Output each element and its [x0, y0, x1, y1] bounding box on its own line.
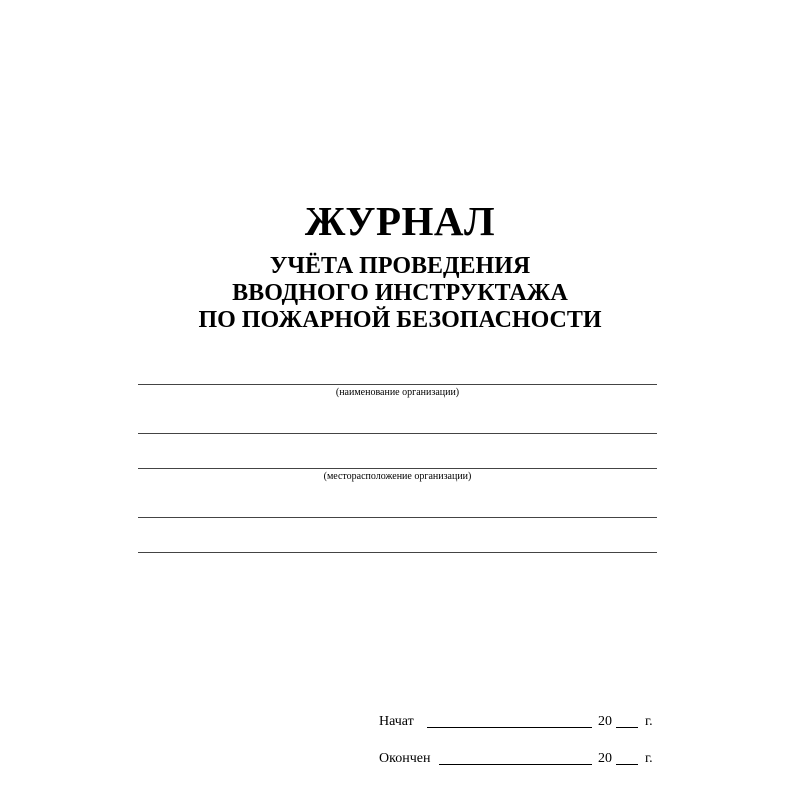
started-year-blank [616, 727, 638, 728]
finished-year-blank [616, 764, 638, 765]
organization-location-caption: (месторасположение организации) [323, 471, 472, 482]
started-year-prefix: 20 [598, 714, 612, 729]
subtitle-line-3: ПО ПОЖАРНОЙ БЕЗОПАСНОСТИ [198, 307, 602, 333]
subtitle-line-2: ВВОДНОГО ИНСТРУКТАЖА [232, 280, 568, 306]
finished-year-prefix: 20 [598, 751, 612, 766]
started-year-suffix: г. [645, 714, 653, 729]
finished-label: Окончен [379, 751, 431, 766]
subtitle-line-1: УЧЁТА ПРОВЕДЕНИЯ [269, 253, 531, 279]
organization-name-line [138, 384, 657, 385]
finished-date-blank [439, 764, 592, 765]
organization-location-line [138, 468, 657, 469]
document-title: ЖУРНАЛ [304, 198, 496, 244]
organization-location-line-3 [138, 552, 657, 553]
organization-name-line-2 [138, 433, 657, 434]
started-date-blank [427, 727, 592, 728]
finished-year-suffix: г. [645, 751, 653, 766]
organization-location-line-2 [138, 517, 657, 518]
started-label: Начат [379, 714, 414, 729]
organization-name-caption: (наименование организации) [335, 387, 460, 398]
